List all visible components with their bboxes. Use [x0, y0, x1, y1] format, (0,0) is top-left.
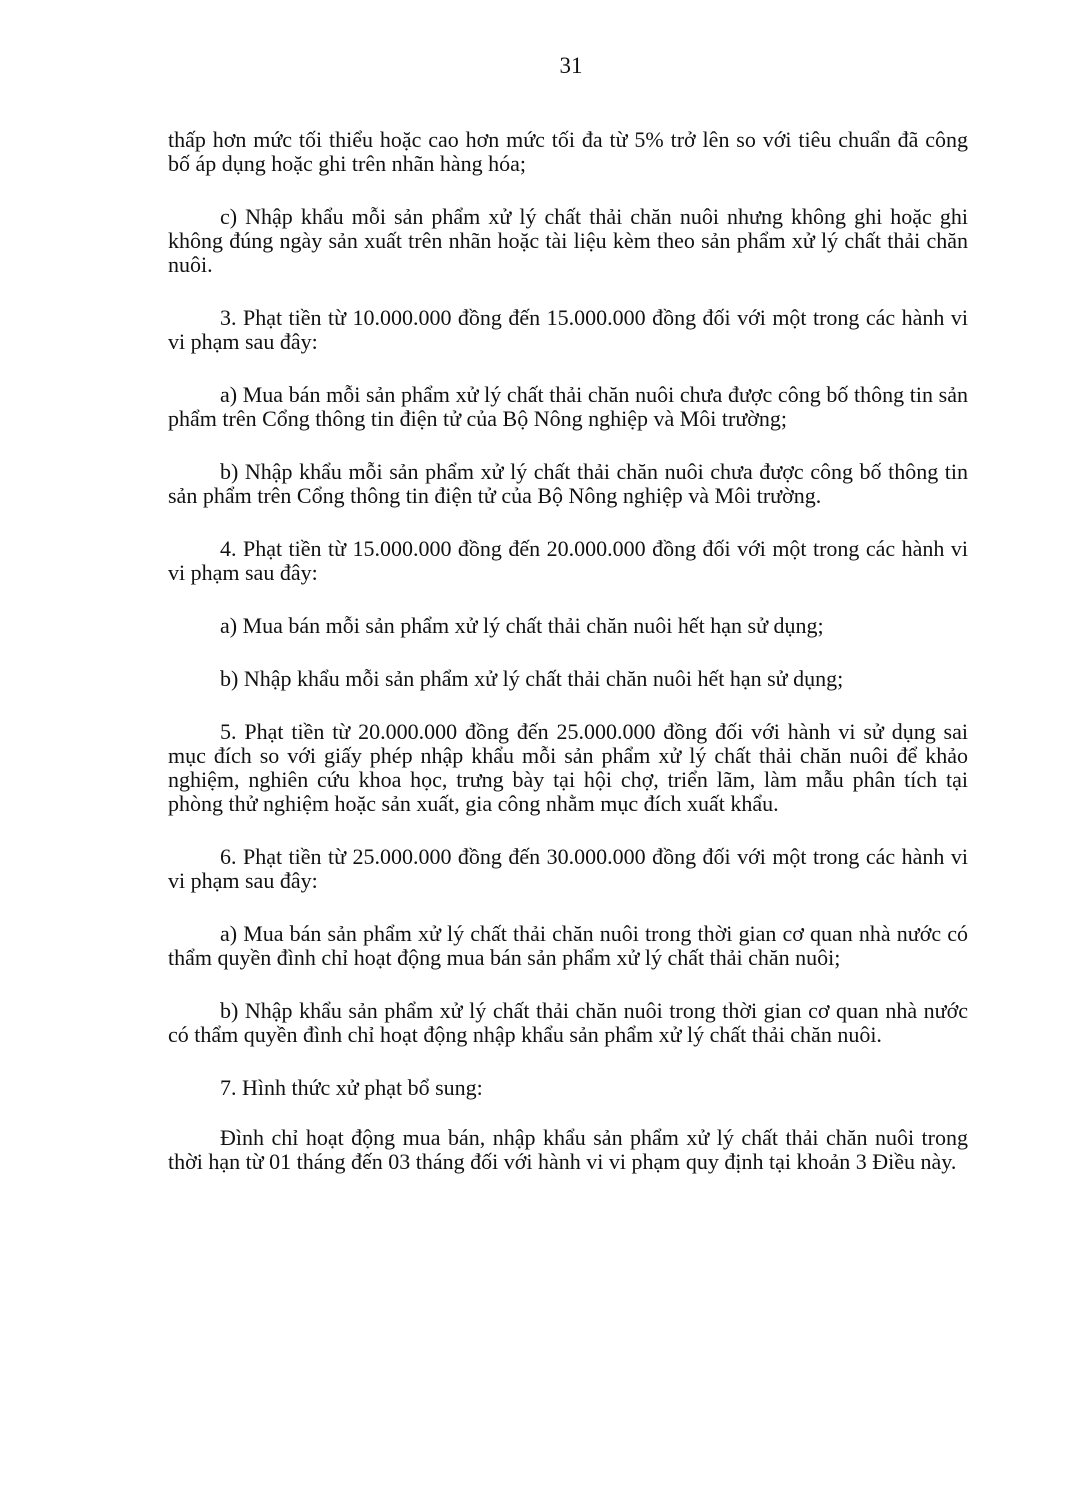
- paragraph-6b: b) Nhập khẩu sản phẩm xử lý chất thải chăn nuôi trong thời gian cơ quan nhà nước có thẩm quyền đình chỉ hoạt động nhập khẩu sản phẩm xử lý chất thải chăn nuôi.: [168, 998, 968, 1047]
- paragraph-clause-6: 6. Phạt tiền từ 25.000.000 đồng đến 30.000.000 đồng đối với một trong các hành vi vi phạm sau đây:: [168, 844, 968, 893]
- paragraph-4a: a) Mua bán mỗi sản phẩm xử lý chất thải chăn nuôi hết hạn sử dụng;: [220, 613, 824, 638]
- document-body: [168, 128, 968, 1203]
- paragraph-7-detail: Đình chỉ hoạt động mua bán, nhập khẩu sản phẩm xử lý chất thải chăn nuôi trong thời hạn từ 01 tháng đến 03 tháng đối với hành vi vi phạm quy định tại khoản 3 Điều này.: [168, 1125, 968, 1174]
- paragraph-clause-7: 7. Hình thức xử phạt bổ sung:: [220, 1075, 483, 1100]
- paragraph-3b: b) Nhập khẩu mỗi sản phẩm xử lý chất thải chăn nuôi chưa được công bố thông tin sản phẩm trên Cổng thông tin điện tử của Bộ Nông nghiệp và Môi trường.: [168, 459, 968, 508]
- paragraph-continuation: thấp hơn mức tối thiểu hoặc cao hơn mức tối đa từ 5% trở lên so với tiêu chuẩn đã công bố áp dụng hoặc ghi trên nhãn hàng hóa;: [168, 127, 968, 176]
- page-number: 31: [559, 53, 583, 78]
- paragraph-clause-4: 4. Phạt tiền từ 15.000.000 đồng đến 20.000.000 đồng đối với một trong các hành vi vi phạm sau đây:: [168, 536, 968, 585]
- paragraph-6a: a) Mua bán sản phẩm xử lý chất thải chăn nuôi trong thời gian cơ quan nhà nước có thẩm quyền đình chỉ hoạt động mua bán sản phẩm xử lý chất thải chăn nuôi;: [168, 921, 968, 970]
- paragraph-clause-3: 3. Phạt tiền từ 10.000.000 đồng đến 15.000.000 đồng đối với một trong các hành vi vi phạm sau đây:: [168, 305, 968, 354]
- paragraph-3a: a) Mua bán mỗi sản phẩm xử lý chất thải chăn nuôi chưa được công bố thông tin sản phẩm trên Cổng thông tin điện tử của Bộ Nông nghiệp và Môi trường;: [168, 382, 968, 431]
- paragraph-4b: b) Nhập khẩu mỗi sản phẩm xử lý chất thải chăn nuôi hết hạn sử dụng;: [220, 666, 844, 691]
- paragraph-clause-5: 5. Phạt tiền từ 20.000.000 đồng đến 25.000.000 đồng đối với hành vi sử dụng sai mục đích so với giấy phép nhập khẩu mỗi sản phẩm xử lý chất thải chăn nuôi để khảo nghiệm, nghiên cứu khoa học, trưng bày tại hội chợ, triển lãm, làm mẫu phân tích tại phòng thử nghiệm hoặc sản xuất, gia công nhằm mục đích xuất khẩu.: [168, 719, 968, 816]
- paragraph-2c: c) Nhập khẩu mỗi sản phẩm xử lý chất thải chăn nuôi nhưng không ghi hoặc ghi không đúng ngày sản xuất trên nhãn hoặc tài liệu kèm theo sản phẩm xử lý chất thải chăn nuôi.: [168, 204, 968, 277]
